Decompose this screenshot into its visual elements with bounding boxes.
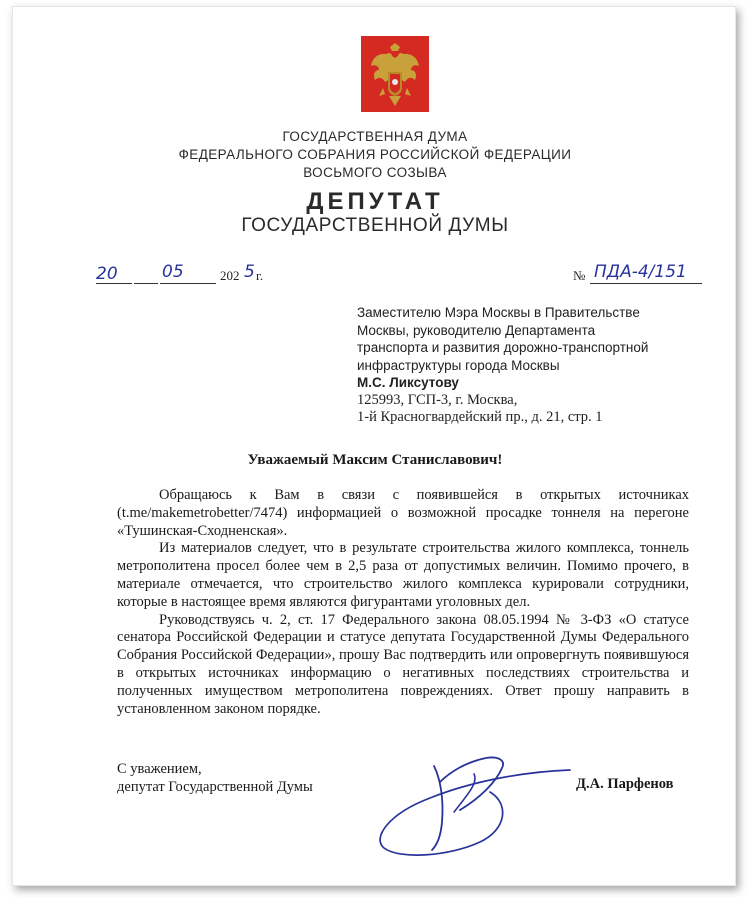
number-label: № xyxy=(573,268,586,283)
date-month-line xyxy=(160,283,216,284)
body-paragraph: Руководствуясь ч. 2, ст. 17 Федерального закона 08.05.1994 № 3-ФЗ «О статусе сенатора Российской Федерации и статусе депутата Государственной Думы Федерального Собрания Российской Федерации», прошу Вас подтвердить или опровергнуть появившуюся в открытых источниках информацию о негативных последствиях строительства и полученных имуществом метрополитена повреждениях. Ответ прошу направить в установленном законом порядке. xyxy=(117,611,689,717)
date-year-printed: 202 xyxy=(220,268,240,283)
letterhead-subtitle: ГОСУДАРСТВЕННОЙ ДУМЫ xyxy=(241,215,509,236)
date-year-handwritten: 5 xyxy=(244,262,255,282)
salutation: Уважаемый Максим Станиславович! xyxy=(247,452,503,468)
coat-of-arms-icon xyxy=(361,36,429,112)
date-gap-line xyxy=(134,283,158,284)
header-line-duma: ГОСУДАРСТВЕННАЯ ДУМА xyxy=(282,129,468,144)
date-month: 05 xyxy=(162,262,184,282)
addressee-postal: 125993, ГСП-3, г. Москва, xyxy=(357,391,518,408)
closing-regards: С уважением, xyxy=(117,761,202,777)
document-number-line xyxy=(590,283,702,284)
document-number: ПДА-4/151 xyxy=(594,262,687,282)
addressee-line: транспорта и развития дорожно-транспортной xyxy=(357,340,649,355)
addressee-name: М.С. Ликсутову xyxy=(357,375,459,390)
letterhead-title: ДЕПУТАТ xyxy=(306,188,444,215)
date-year-suffix: г. xyxy=(256,268,264,283)
date-day: 20 xyxy=(96,264,118,284)
header-line-assembly: ФЕДЕРАЛЬНОГО СОБРАНИЯ РОССИЙСКОЙ ФЕДЕРАЦИИ xyxy=(178,147,572,162)
closing-block xyxy=(117,760,313,796)
addressee-line: Москвы, руководителю Департамента xyxy=(357,322,596,338)
date-day-line xyxy=(96,283,132,284)
header-line-convocation: ВОСЬМОГО СОЗЫВА xyxy=(303,165,447,180)
addressee-line: инфраструктуры города Москвы xyxy=(357,357,560,373)
addressee-block xyxy=(357,304,717,427)
addressee-line: Заместителю Мэра Москвы в Правительстве xyxy=(357,305,640,320)
signature-icon xyxy=(370,752,580,862)
letter-body xyxy=(117,487,689,718)
closing-position: депутат Государственной Думы xyxy=(117,779,313,795)
addressee-street: 1-й Красногвардейский пр., д. 21, стр. 1 xyxy=(357,409,603,425)
body-paragraph: Из материалов следует, что в результате строительства жилого комплекса, тоннель метрополитена просел более чем в 2,5 раза от допустимых величин. Помимо прочего, в материале отмечается, что строительство жилого комплекса курировали сотрудники, которые в настоящее время являются фигурантами уголовных дел. xyxy=(117,540,689,610)
body-paragraph: Обращаюсь к Вам в связи с появившейся в открытых источниках (t.me/makemetrobetter/7474) информацией о возможной просадке тоннеля на перегоне «Тушинская-Сходненская». xyxy=(117,487,689,539)
signer-name: Д.А. Парфенов xyxy=(576,776,674,792)
